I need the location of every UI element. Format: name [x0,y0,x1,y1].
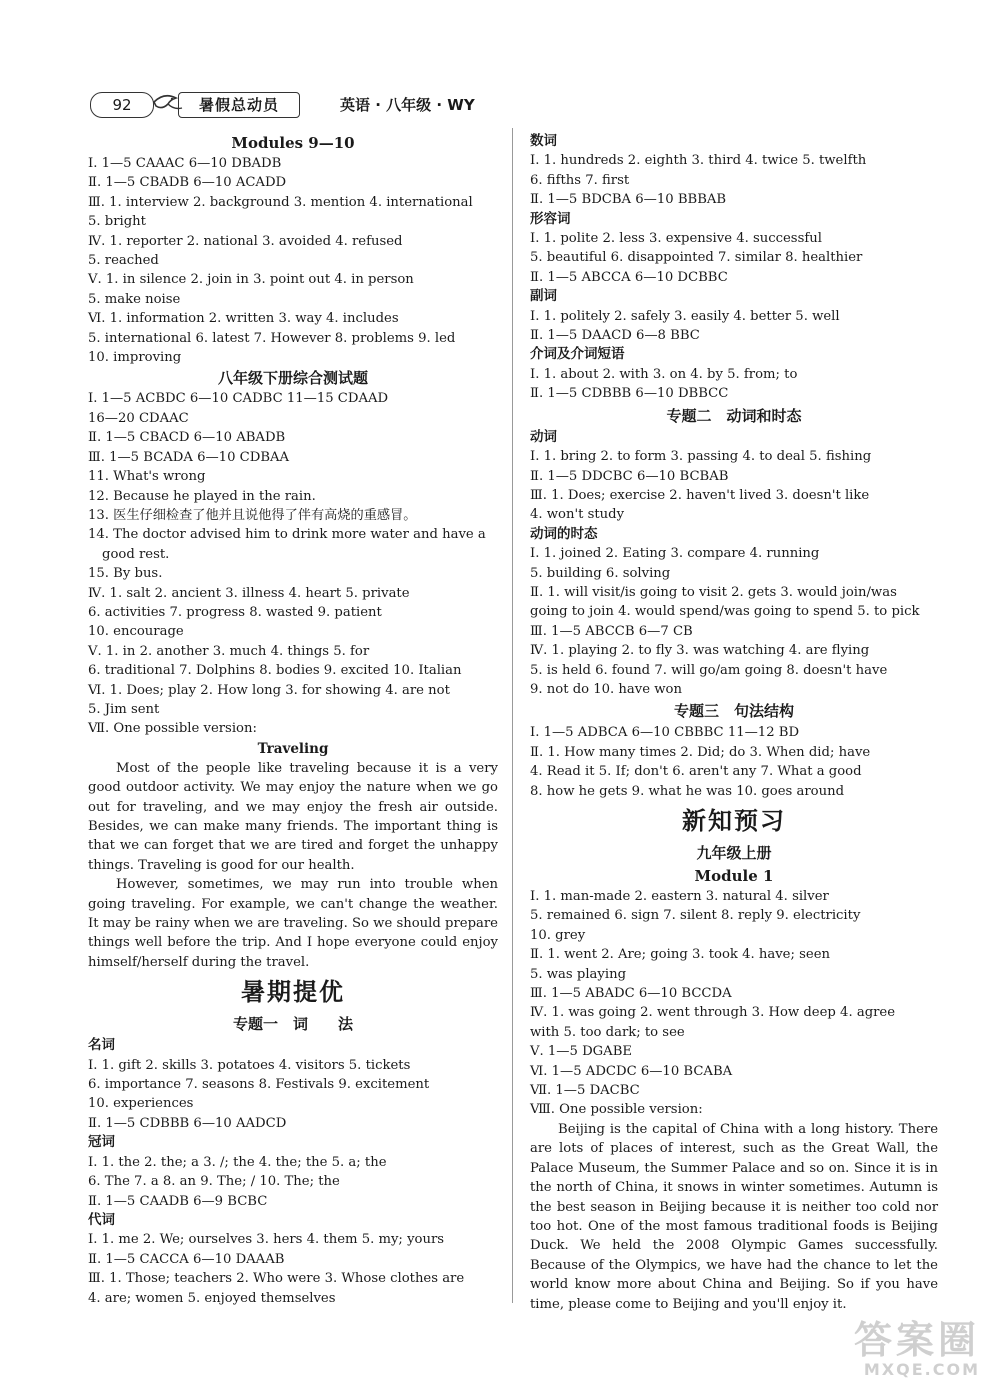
answer-line: good rest. [102,546,170,562]
answer-line: 5. building 6. solving [530,565,671,581]
answer-line: 6. traditional 7. Dolphins 8. bodies 9. excited 10. Italian [88,663,462,679]
topic-heading: 专题一 词 法 [232,1015,353,1034]
answer-line: 6. importance 7. seasons 8. Festivals 9. excitement [88,1077,430,1093]
answer-line: Ⅳ. 1. salt 2. ancient 3. illness 4. heart 5. private [88,585,410,601]
section-title: 八年级下册综合测试题 [217,369,368,388]
page-header [90,88,510,122]
subject-grade: 英语 · 八年级 · WY [340,96,475,114]
essay-paragraph: Beijing is the capital of China with a long history. There are lots of places of interest, such as the Great Wall, the Palace Museum, the Summer Palace and so on. Since it is in the north of China, it snows in winter sometimes. Autumn is the best season in Beijing because it is neither too cold nor too hot. One of the most famous traditional foods is Beijing Duck. We held the 2008 Olympic Games successfully. Because of the Olympics, we have had the chance to let the world know more about China and Beijing. So if you have time, please come to Beijing and you'll enjoy it. [530,1121,938,1312]
answer-line: 14. The doctor advised him to drink more water and have a [88,527,486,543]
page-number: 92 [90,92,154,118]
answer-line: Ⅰ. 1. man-made 2. eastern 3. natural 4. silver [530,889,829,904]
essay-title: Traveling [257,740,329,757]
section-heading: 新知预习 [682,807,786,835]
answer-line: 10. improving [88,350,182,366]
category-label: 代词 [88,1211,115,1228]
answer-line: 11. What's wrong [88,469,206,485]
topic-heading: 专题三 句法结构 [673,702,794,721]
answer-line: Ⅰ. 1. me 2. We; ourselves 3. hers 4. them 5. my; yours [88,1232,445,1248]
answer-line: 10. grey [530,927,586,943]
answer-line: Ⅶ. One possible version: [88,721,257,737]
answer-line: Ⅰ. 1. the 2. the; a 3. /; the 4. the; the 5. a; the [88,1154,387,1170]
answer-line: Ⅱ. 1—5 DAACD 6—8 BBC [530,328,700,344]
category-label: 副词 [530,288,557,305]
category-label: 名词 [88,1037,115,1054]
topic-heading: 专题二 动词和时态 [666,406,802,425]
answer-line: 4. Read it 5. If; don't 6. aren't any 7. What a good [530,764,862,780]
answer-line: Ⅳ. 1. playing 2. to fly 3. was watching 4. are flying [530,643,870,659]
answer-line: 6. The 7. a 8. an 9. The; / 10. The; the [88,1174,340,1190]
section-title: Module 1 [694,867,774,885]
answer-line: 4. won't study [530,507,625,523]
answer-line: Ⅲ. 1—5 BCADA 6—10 CDBAA [88,449,290,465]
answer-line: 8. how he gets 9. what he was 10. goes around [530,783,845,799]
category-label: 冠词 [88,1134,115,1151]
answer-line: with 5. too dark; to see [530,1024,685,1040]
essay-paragraph: However, sometimes, we may run into trouble when going traveling. For example, we can't change the weather. It may be rainy when we are traveling. So we should prepare things well before the trip. And I hope everyone could enjoy himself/herself during the travel. [88,877,498,970]
answer-line: 9. not do 10. have won [530,681,682,697]
answer-line: Ⅲ. 1. Those; teachers 2. Who were 3. Whose clothes are [88,1271,465,1287]
answer-line: Ⅲ. 1. Does; exercise 2. haven't lived 3. doesn't like [530,487,870,503]
answer-line: 5. Jim sent [88,701,160,717]
answer-line: Ⅱ. 1—5 CDBBB 6—10 AADCD [88,1115,287,1131]
category-label: 动词的时态 [530,525,598,542]
answer-line: Ⅵ. 1. information 2. written 3. way 4. includes [88,311,399,327]
answer-line: 12. Because he played in the rain. [88,488,316,504]
answer-line: 4. are; women 5. enjoyed themselves [88,1290,336,1306]
answer-line: Ⅰ. 1. polite 2. less 3. expensive 4. successful [530,231,822,247]
category-label: 数词 [530,133,557,149]
answer-line: Ⅱ. 1—5 BDCBA 6—10 BBBAB [530,192,727,208]
answer-line: Ⅰ. 1—5 CAAAC 6—10 DBADB [88,156,282,171]
answer-line: Ⅲ. 1. interview 2. background 3. mention 4. international [88,194,473,210]
answer-line: Ⅱ. 1—5 CDBBB 6—10 DBBCC [530,386,729,402]
answer-line: Ⅱ. 1—5 ABCCA 6—10 DCBBC [530,269,728,285]
left-column [88,132,498,1308]
answer-line: 16—20 CDAAC [88,410,189,426]
answer-line: Ⅶ. 1—5 DACBC [530,1083,640,1099]
answer-line: 5. is held 6. found 7. will go/am going 8. doesn't have [530,662,888,678]
answer-line: 5. make noise [88,291,181,307]
answer-line: Ⅰ. 1—5 ADBCA 6—10 CBBBC 11—12 BD [530,725,800,741]
answer-line: Ⅰ. 1. about 2. with 3. on 4. by 5. from; to [530,366,798,382]
answer-line: Ⅰ. 1. politely 2. safely 3. easily 4. better 5. well [530,308,840,324]
answer-line: Ⅱ. 1—5 DDCBC 6—10 BCBAB [530,468,729,484]
answer-line: Ⅱ. 1—5 CBADB 6—10 ACADD [88,175,287,191]
column-divider [512,128,513,1303]
brand-title: 暑假总动员 [178,92,300,118]
answer-line: Ⅱ. 1. How many times 2. Did; do 3. When did; have [530,744,871,760]
answer-line: 13. 医生仔细检查了他并且说他得了伴有高烧的重感冒。 [88,507,417,523]
answer-line: Ⅱ. 1—5 CBACD 6—10 ABADB [88,430,286,446]
answer-line: Ⅵ. 1—5 ADCDC 6—10 BCABA [530,1063,733,1079]
answer-line: 5. was playing [530,966,627,982]
answer-line: Ⅷ. One possible version: [530,1102,703,1118]
section-title: Modules 9—10 [231,134,355,152]
watermark-logo-text: 答案圈 [853,1318,980,1362]
answer-line: Ⅵ. 1. Does; play 2. How long 3. for showing 4. are not [88,682,450,698]
watermark [780,1320,980,1380]
answer-line: Ⅰ. 1. joined 2. Eating 3. compare 4. running [530,546,820,562]
essay-paragraph: Most of the people like traveling because it is a very good outdoor activity. We may enjoy the nature when we go out for traveling, and we may enjoy the fresh air outside. Besides, we can make many friends. The important thing is that we can forget that we are tired and forget the unhappy things. Traveling is good for our health. [88,760,498,873]
answer-line: Ⅴ. 1. in silence 2. join in 3. point out 4. in person [88,272,414,288]
answer-line: 6. fifths 7. first [530,172,630,188]
right-column [530,132,938,1314]
answer-line: Ⅰ. 1. hundreds 2. eighth 3. third 4. twice 5. twelfth [530,153,867,169]
category-label: 介词及介词短语 [530,346,625,363]
answer-line: Ⅱ. 1. went 2. Are; going 3. took 4. have; seen [530,947,830,963]
topic-heading: 九年级上册 [696,844,772,862]
answer-line: 6. activities 7. progress 8. wasted 9. patient [88,604,382,620]
answer-line: 10. experiences [88,1096,194,1112]
answer-line: 5. international 6. latest 7. However 8. problems 9. led [88,330,456,346]
answer-line: Ⅱ. 1. will visit/is going to visit 2. gets 3. would join/was [530,584,897,600]
answer-line: Ⅲ. 1—5 ABADC 6—10 BCCDA [530,986,732,1002]
answer-line: Ⅰ. 1. gift 2. skills 3. potatoes 4. visitors 5. tickets [88,1057,411,1073]
answer-line: 15. By bus. [88,566,163,582]
answer-line: 5. reached [88,253,159,269]
answer-line: Ⅰ. 1. bring 2. to form 3. passing 4. to deal 5. fishing [530,449,872,465]
answer-line: Ⅱ. 1—5 CACCA 6—10 DAAAB [88,1251,285,1267]
answer-line: 10. encourage [88,624,184,640]
answer-line: 5. remained 6. sign 7. silent 8. reply 9. electricity [530,908,861,924]
category-label: 形容词 [530,210,571,227]
answer-line: Ⅳ. 1. reporter 2. national 3. avoided 4. refused [88,233,403,249]
answer-line: Ⅱ. 1—5 CAADB 6—9 BCBC [88,1193,268,1209]
answer-line: Ⅴ. 1—5 DGABE [530,1044,633,1060]
answer-line: Ⅲ. 1—5 ABCCB 6—7 CB [530,623,693,639]
category-label: 动词 [530,428,557,445]
answer-line: 5. bright [88,214,146,230]
answer-line: going to join 4. would spend/was going to spend 5. to pick [530,604,920,620]
watermark-url: MXQE.COM [863,1360,980,1379]
answer-line: 5. beautiful 6. disappointed 7. similar 8. healthier [530,250,863,266]
answer-line: Ⅳ. 1. was going 2. went through 3. How deep 4. agree [530,1005,896,1021]
answer-line: Ⅴ. 1. in 2. another 3. much 4. things 5. for [88,643,370,659]
section-heading: 暑期提优 [241,978,345,1007]
answer-line: Ⅰ. 1—5 ACBDC 6—10 CADBC 11—15 CDAAD [88,391,389,407]
